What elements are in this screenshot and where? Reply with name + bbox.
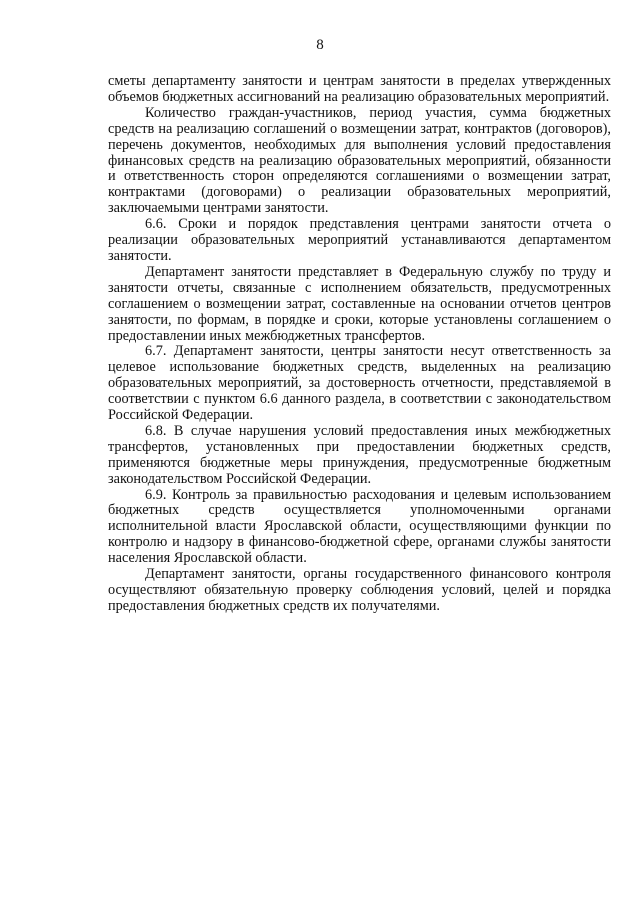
paragraph-federal-reporting: Департамент занятости представляет в Федеральную службу по труду и занятости отчеты, связанные с исполнением обязательств, предусмотренных соглашением о возмещении затрат, составленные на основании отчетов центров занятости, по формам, в порядке и сроки, которые установлены соглашением о предоставлении иных межбюджетных трансфертов. [108,263,611,344]
paragraph-6-9: 6.9. Контроль за правильностью расходования и целевым использованием бюджетных средств осуществляется уполномоченными органами исполнительной власти Ярославской области, осуществляющими функции по контролю и надзору в финансово-бюджетной сфере, органами службы занятости населения Ярославской области. [108,486,611,567]
paragraph-6-6: 6.6. Сроки и порядок представления центрами занятости отчета о реализации образовательных мероприятий устанавливаются департаментом занятости. [108,216,611,264]
paragraph-financial-control: Департамент занятости, органы государственного финансового контроля осуществляют обязательную проверку соблюдения условий, целей и порядка предоставления бюджетных средств их получателями. [108,566,611,614]
document-body [108,74,611,615]
paragraph-participants-count: Количество граждан-участников, период участия, сумма бюджетных средств на реализацию соглашений о возмещении затрат, контрактов (договоров), перечень документов, необходимых для выполнения условий предоставления финансовых средств на реализацию образовательных мероприятий, обязанности и ответственность сторон определяются соглашениями о возмещении затрат, контрактами (договорами) о реализации образовательных мероприятий, заключаемыми центрами занятости. [108,104,611,217]
page-number: 8 [316,37,324,53]
paragraph-continuation: сметы департаменту занятости и центрам занятости в пределах утвержденных объемов бюджетных ассигнований на реализацию образовательных мероприятий. [108,73,611,105]
paragraph-6-8: 6.8. В случае нарушения условий предоставления иных межбюджетных трансфертов, установленных при предоставлении бюджетных средств, применяются бюджетные меры принуждения, предусмотренные бюджетным законодательством Российской Федерации. [108,422,611,487]
paragraph-6-7: 6.7. Департамент занятости, центры занятости несут ответственность за целевое использование бюджетных средств, выделенных на реализацию образовательных мероприятий, за достоверность отчетности, представляемой в соответствии с пунктом 6.6 данного раздела, в соответствии с законодательством Российской Федерации. [108,343,611,424]
